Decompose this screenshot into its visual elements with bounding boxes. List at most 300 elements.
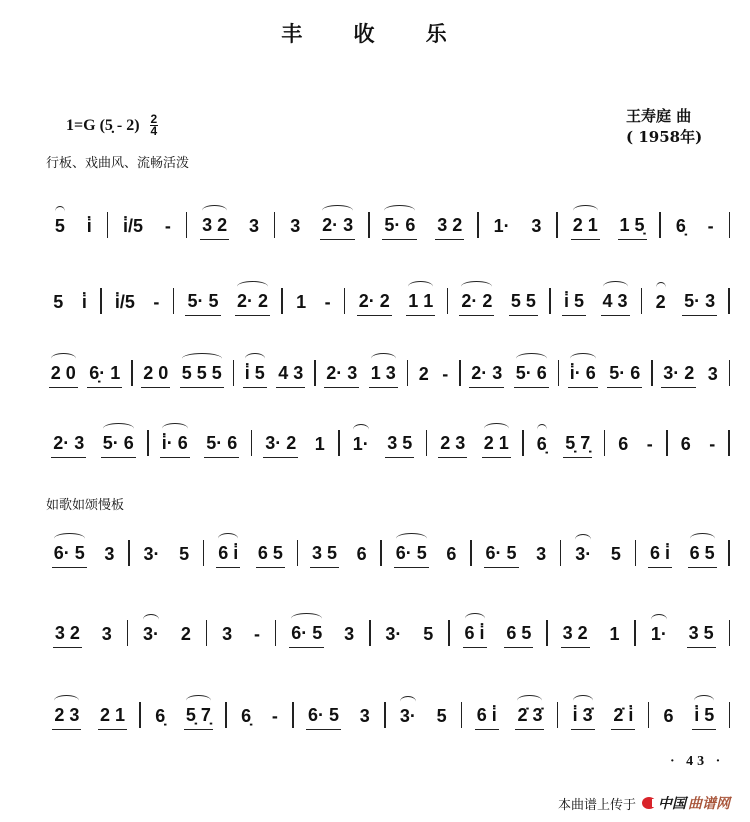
measure xyxy=(340,400,426,458)
note: 2· 2 xyxy=(461,291,493,311)
note: 3· xyxy=(143,624,160,644)
measure xyxy=(276,590,369,648)
note-group xyxy=(177,544,191,568)
note: i̇· 6 xyxy=(569,363,596,383)
key-label: 1=G xyxy=(66,116,96,134)
note: 1 5̣ xyxy=(619,215,645,235)
note: 3· 2 xyxy=(663,363,695,383)
measure xyxy=(548,590,635,648)
note: 5 xyxy=(423,624,434,644)
note: 5 xyxy=(54,216,65,236)
note: 1 xyxy=(296,292,307,312)
measure xyxy=(450,590,547,648)
note: 2 xyxy=(180,624,191,644)
note-group xyxy=(469,363,504,388)
note: 6 i̇ xyxy=(464,623,485,643)
note-group xyxy=(101,433,136,458)
note: 3 xyxy=(101,624,112,644)
note-group xyxy=(682,291,717,316)
note: i̇ xyxy=(86,216,92,236)
note-group xyxy=(235,291,270,316)
note-group xyxy=(679,434,693,458)
measure xyxy=(524,400,604,458)
note-group xyxy=(435,215,464,240)
staff-line xyxy=(40,182,730,240)
note-group xyxy=(561,623,590,648)
note-group xyxy=(618,215,647,240)
measure xyxy=(386,672,461,730)
note: - xyxy=(271,706,278,726)
measure xyxy=(149,400,251,458)
note: i̇ 3̇ xyxy=(572,705,593,725)
note: - xyxy=(164,216,171,236)
note-group xyxy=(121,216,145,240)
note-group xyxy=(100,624,114,648)
note: 2· 3 xyxy=(53,433,85,453)
measure xyxy=(40,590,127,648)
note: 2 xyxy=(655,292,666,312)
measure xyxy=(559,330,651,388)
note: 2̇ i̇ xyxy=(613,705,634,725)
measure xyxy=(102,258,173,316)
composer-credit xyxy=(626,106,702,148)
note: 6 5 xyxy=(257,543,283,563)
note: 2· 3 xyxy=(471,363,503,383)
note: 6· 5 xyxy=(485,543,517,563)
note-group xyxy=(289,623,324,648)
note: 6 5 xyxy=(506,623,532,643)
note: 3· 2 xyxy=(265,433,297,453)
note: 5· 3 xyxy=(684,291,716,311)
note-group xyxy=(355,544,369,568)
measure xyxy=(234,330,314,388)
measure xyxy=(40,510,128,568)
note-group xyxy=(421,624,435,648)
note: 3· xyxy=(399,706,416,726)
note-group xyxy=(204,433,239,458)
staff-line xyxy=(40,510,730,568)
note: - xyxy=(707,216,714,236)
note: 3· xyxy=(575,544,592,564)
tuning-label: (5̣ - 2) xyxy=(99,116,140,134)
measure xyxy=(294,672,384,730)
note: 6 i̇ xyxy=(650,543,671,563)
note: 2 0 xyxy=(50,363,76,383)
note: 6 5 xyxy=(689,543,715,563)
measure xyxy=(40,182,107,240)
note: 2 3 xyxy=(440,433,466,453)
page-title: 丰 收 乐 xyxy=(281,22,469,46)
note: 1 3 xyxy=(370,363,396,383)
note: 2· 3 xyxy=(326,363,358,383)
measure xyxy=(382,510,470,568)
note-group xyxy=(179,624,193,648)
note-group xyxy=(444,544,458,568)
bar-line xyxy=(729,212,731,238)
note: 6̣ xyxy=(241,706,252,726)
note-group xyxy=(571,705,595,730)
note: i̇ 5 xyxy=(244,363,265,383)
note: i̇/5 xyxy=(114,292,135,312)
measure xyxy=(661,182,729,240)
note-group xyxy=(654,292,668,316)
note-group xyxy=(87,363,122,388)
note: 1 1 xyxy=(408,291,434,311)
note: 3· xyxy=(143,544,160,564)
measure xyxy=(448,258,549,316)
measure xyxy=(108,182,186,240)
note-group xyxy=(609,544,623,568)
note-group xyxy=(601,291,630,316)
note: 5 xyxy=(610,544,621,564)
note: 2· 2 xyxy=(237,291,269,311)
note-group xyxy=(674,216,688,240)
note-group xyxy=(220,624,234,648)
bar-line xyxy=(728,430,730,456)
note-group xyxy=(616,434,630,458)
note: 3 xyxy=(248,216,259,236)
measure xyxy=(141,672,225,730)
measure xyxy=(636,590,729,648)
note-group xyxy=(692,705,716,730)
logo-icon xyxy=(642,797,656,809)
note-group xyxy=(440,364,450,388)
measure xyxy=(561,510,634,568)
note: - xyxy=(324,292,331,312)
note-group xyxy=(649,624,669,648)
note-group xyxy=(53,216,67,240)
measure xyxy=(252,400,338,458)
note: 2 1 xyxy=(483,433,509,453)
note: i̇ 5 xyxy=(694,705,715,725)
note: 1 xyxy=(314,434,325,454)
measure xyxy=(551,258,641,316)
note: 2̇ 3̇ xyxy=(517,705,543,725)
note-group xyxy=(351,434,371,458)
note: 3 2 xyxy=(437,215,463,235)
note-group xyxy=(688,543,717,568)
note-group xyxy=(394,543,429,568)
note-group xyxy=(358,706,372,730)
note-group xyxy=(706,364,720,388)
note-group xyxy=(535,434,549,458)
note-group xyxy=(342,624,356,648)
note-group xyxy=(504,623,533,648)
measure xyxy=(649,672,728,730)
staff-line xyxy=(40,590,730,648)
note-group xyxy=(52,543,87,568)
note-group xyxy=(563,433,592,458)
note-group xyxy=(163,216,173,240)
measure xyxy=(298,510,380,568)
note: 5· 6 xyxy=(515,363,547,383)
note-group xyxy=(310,543,339,568)
measure xyxy=(371,590,449,648)
note-group xyxy=(243,363,267,388)
note-group xyxy=(216,543,240,568)
note: 2· 3 xyxy=(322,215,354,235)
site-logo: 中国 曲谱网 xyxy=(642,793,730,813)
measure xyxy=(461,330,558,388)
note: 5 5 xyxy=(510,291,536,311)
note: 3 2 xyxy=(54,623,80,643)
measure xyxy=(40,330,131,388)
note-group xyxy=(492,216,512,240)
note: i̇ xyxy=(81,292,87,312)
note: 1· xyxy=(650,624,667,644)
note: 4 3 xyxy=(602,291,628,311)
note-group xyxy=(49,363,78,388)
note-group xyxy=(484,543,519,568)
note: 2 0 xyxy=(143,363,169,383)
note: i̇/5 xyxy=(123,216,144,236)
note-group xyxy=(459,291,494,316)
measure xyxy=(283,258,344,316)
note-group xyxy=(383,624,403,648)
note-group xyxy=(369,363,398,388)
measure xyxy=(427,400,522,458)
note-group xyxy=(113,292,137,316)
note: 3 5 xyxy=(387,433,413,453)
measure xyxy=(668,400,729,458)
note-group xyxy=(607,363,642,388)
note-group xyxy=(706,216,716,240)
measure xyxy=(558,672,647,730)
measure xyxy=(174,258,281,316)
note: 3 xyxy=(290,216,301,236)
note: 5· 6 xyxy=(206,433,238,453)
note: 3 xyxy=(707,364,718,384)
measure xyxy=(207,590,275,648)
measure xyxy=(408,330,459,388)
note-group xyxy=(80,292,89,316)
composer-name: 王寿庭 曲 xyxy=(626,107,692,125)
note: 2 xyxy=(418,364,429,384)
footer-watermark xyxy=(558,793,730,813)
note-group xyxy=(153,706,167,730)
staff-line xyxy=(40,672,730,730)
note-group xyxy=(515,705,544,730)
note-group xyxy=(247,216,261,240)
note: 6 i̇ xyxy=(476,705,497,725)
note: 5 xyxy=(436,706,447,726)
note-group xyxy=(151,292,161,316)
note-group xyxy=(645,434,655,458)
measure xyxy=(40,672,139,730)
note-group xyxy=(562,291,586,316)
note: 3 2 xyxy=(562,623,588,643)
note-group xyxy=(611,705,635,730)
note: 6· 5 xyxy=(291,623,323,643)
note: - xyxy=(253,624,260,644)
note-group xyxy=(51,433,86,458)
note: i̇· 6 xyxy=(161,433,188,453)
note: 3· xyxy=(385,624,402,644)
note-group xyxy=(568,363,598,388)
note-group xyxy=(514,363,549,388)
note: 3 xyxy=(344,624,355,644)
note: 1 xyxy=(609,624,620,644)
bar-line xyxy=(729,702,731,728)
page-number: · 43 · xyxy=(670,754,725,769)
note-group xyxy=(417,364,431,388)
note: 6 xyxy=(680,434,691,454)
note: 1· xyxy=(493,216,510,236)
note-group xyxy=(608,624,622,648)
note: 3 xyxy=(222,624,233,644)
measure xyxy=(316,330,407,388)
note-group xyxy=(662,706,676,730)
tempo-mark-2: 如歌如颂慢板 xyxy=(46,498,125,513)
note: 6̣ xyxy=(536,434,547,454)
note-group xyxy=(200,215,229,240)
key-signature xyxy=(66,114,158,137)
note: 3 xyxy=(104,544,115,564)
note: 5̣ 7̣ xyxy=(565,433,591,453)
note-group xyxy=(98,705,127,730)
note-group xyxy=(85,216,94,240)
note: 5· 5 xyxy=(187,291,219,311)
measure xyxy=(128,590,206,648)
note-group xyxy=(263,433,298,458)
note: 6̣· 1 xyxy=(89,363,121,383)
note-group xyxy=(52,705,81,730)
measure xyxy=(636,510,728,568)
note-group xyxy=(323,292,333,316)
note: 6 xyxy=(663,706,674,726)
note: 3 xyxy=(359,706,370,726)
staff-line xyxy=(40,330,730,388)
measure xyxy=(187,182,274,240)
note: 3 5 xyxy=(688,623,714,643)
note-group xyxy=(102,544,116,568)
note-group xyxy=(406,291,435,316)
note: i̇ 5 xyxy=(563,291,584,311)
bar-line xyxy=(729,360,731,386)
note-group xyxy=(534,544,548,568)
note-group xyxy=(573,544,593,568)
note-group xyxy=(529,216,543,240)
note: 6 xyxy=(356,544,367,564)
measure xyxy=(275,182,368,240)
measure xyxy=(472,510,560,568)
note: - xyxy=(442,364,449,384)
measure xyxy=(345,258,446,316)
note: 6 i̇ xyxy=(218,543,239,563)
note-group xyxy=(571,215,600,240)
note: 5· 6 xyxy=(609,363,641,383)
note: - xyxy=(153,292,160,312)
note-group xyxy=(687,623,716,648)
measure xyxy=(462,672,556,730)
note-group xyxy=(648,543,672,568)
note: 5 5 5 xyxy=(181,363,222,383)
note-group xyxy=(482,433,511,458)
note: - xyxy=(646,434,653,454)
measure xyxy=(204,510,296,568)
note-group xyxy=(252,624,262,648)
note-group xyxy=(276,363,305,388)
tempo-mark-1: 行板、戏曲风、流畅活泼 xyxy=(46,156,190,171)
note-group xyxy=(141,624,161,648)
note-group xyxy=(438,433,467,458)
note: 5 xyxy=(179,544,190,564)
note-group xyxy=(306,705,341,730)
measure xyxy=(653,330,729,388)
measure xyxy=(370,182,478,240)
note: 6̣ xyxy=(155,706,166,726)
note: 2· 2 xyxy=(358,291,390,311)
note: 5 xyxy=(53,292,64,312)
staff-line xyxy=(40,258,730,316)
note: 5· 6 xyxy=(384,215,416,235)
note: 6· 5 xyxy=(53,543,85,563)
note-group xyxy=(51,292,65,316)
note-group xyxy=(382,215,417,240)
note-group xyxy=(398,706,418,730)
note: 6 xyxy=(618,434,629,454)
note-group xyxy=(184,705,213,730)
note: 3 5 xyxy=(312,543,338,563)
note: 5̣ 7̣ xyxy=(185,705,211,725)
note: 3 xyxy=(536,544,547,564)
note-group xyxy=(385,433,414,458)
note-group xyxy=(509,291,538,316)
bar-line xyxy=(728,288,730,314)
measure xyxy=(40,400,147,458)
measure xyxy=(558,182,660,240)
note: 4 3 xyxy=(278,363,304,383)
bar-line xyxy=(729,620,731,646)
note-group xyxy=(239,706,253,730)
note-group xyxy=(185,291,220,316)
note-group xyxy=(256,543,285,568)
note: 6̣ xyxy=(675,216,686,236)
measure xyxy=(605,400,666,458)
note: 6· 5 xyxy=(307,705,340,725)
bar-line xyxy=(728,540,730,566)
note-group xyxy=(463,623,487,648)
note-group xyxy=(435,706,449,730)
footer-text: 本曲谱上传于 xyxy=(558,797,637,813)
note: 6· 5 xyxy=(395,543,427,563)
measure xyxy=(227,672,292,730)
measure xyxy=(130,510,203,568)
note: 6 xyxy=(446,544,457,564)
composition-year: ( 1958年) xyxy=(626,128,703,146)
note-group xyxy=(53,623,82,648)
measure xyxy=(642,258,728,316)
note: 3 xyxy=(531,216,542,236)
note-group xyxy=(160,433,190,458)
note-group xyxy=(270,706,280,730)
note-group xyxy=(707,434,717,458)
measure xyxy=(40,258,100,316)
measure xyxy=(133,330,233,388)
note-group xyxy=(320,215,355,240)
note: 2 1 xyxy=(572,215,598,235)
note-group xyxy=(324,363,359,388)
staff-line xyxy=(40,400,730,458)
note: 5· 6 xyxy=(102,433,134,453)
note-group xyxy=(141,363,170,388)
note-group xyxy=(142,544,162,568)
time-signature: $\frac{2}{4}$ xyxy=(150,112,158,138)
note: - xyxy=(709,434,716,454)
note-group xyxy=(475,705,499,730)
note: 1· xyxy=(352,434,369,454)
note-group xyxy=(294,292,308,316)
